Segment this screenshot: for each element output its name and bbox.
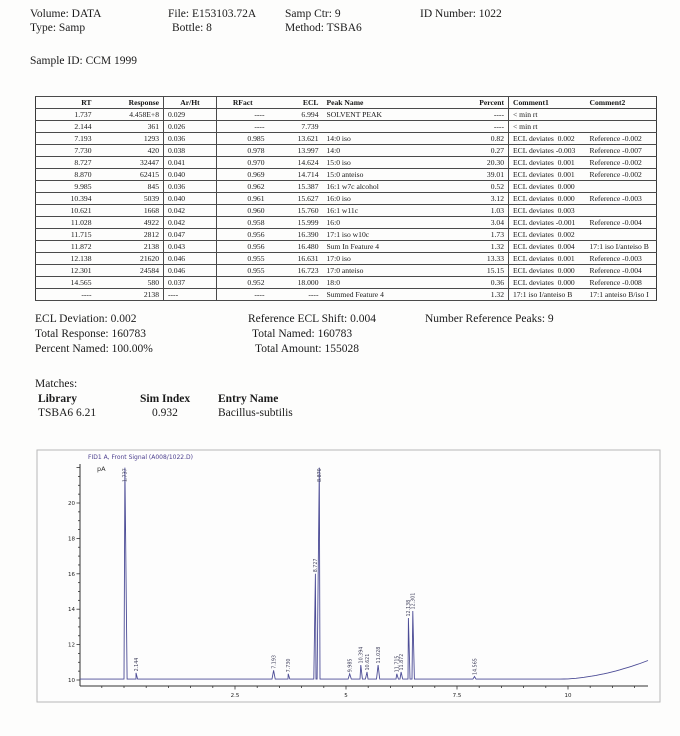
table-cell: 0.955 bbox=[217, 265, 269, 277]
y-axis-tick-label: 12 bbox=[68, 642, 75, 649]
table-header-cell: RFact bbox=[217, 97, 269, 109]
total-amount: Total Amount: 155028 bbox=[255, 343, 359, 355]
table-cell: ---- bbox=[164, 289, 217, 301]
table-cell: 0.036 bbox=[164, 181, 217, 193]
table-row bbox=[36, 109, 657, 121]
table-cell bbox=[586, 181, 657, 193]
reference-ecl-shift: Reference ECL Shift: 0.004 bbox=[248, 313, 376, 325]
table-header-row bbox=[36, 97, 657, 109]
table-cell: Reference -0.004 bbox=[586, 217, 657, 229]
peak-rt-label: 2.144 bbox=[134, 657, 140, 672]
chart-title: FID1 A, Front Signal (A008/1022.D) bbox=[88, 454, 193, 461]
table-cell: 1.32 bbox=[456, 289, 509, 301]
table-cell: Reference -0.002 bbox=[586, 157, 657, 169]
table-cell: 0.046 bbox=[164, 253, 217, 265]
table-cell: ---- bbox=[217, 289, 269, 301]
x-axis-tick-label: 10 bbox=[564, 693, 572, 699]
table-cell: 0.042 bbox=[164, 217, 217, 229]
table-cell: 15.15 bbox=[456, 265, 509, 277]
y-axis-tick-label: 18 bbox=[68, 536, 75, 543]
number-reference-peaks: Number Reference Peaks: 9 bbox=[425, 313, 554, 325]
table-cell: 1.73 bbox=[456, 229, 509, 241]
peak-rt-label: 1.737 bbox=[123, 468, 129, 482]
table-cell: 0.958 bbox=[217, 217, 269, 229]
table-cell: 14:0 bbox=[323, 145, 456, 157]
y-axis-tick-label: 10 bbox=[68, 678, 75, 684]
table-cell: 580 bbox=[96, 277, 164, 289]
table-cell: 0.038 bbox=[164, 145, 217, 157]
table-cell: 7.739 bbox=[269, 121, 323, 133]
table-header-cell: Percent bbox=[456, 97, 509, 109]
table-cell: 1.737 bbox=[36, 109, 96, 121]
y-axis-tick-label: 14 bbox=[68, 607, 75, 614]
table-row bbox=[36, 181, 657, 193]
table-cell: 16.480 bbox=[269, 241, 323, 253]
table-cell: 8.727 bbox=[36, 157, 96, 169]
table-cell: 16.631 bbox=[269, 253, 323, 265]
table-cell: 11.715 bbox=[36, 229, 96, 241]
table-cell: Sum In Feature 4 bbox=[323, 241, 456, 253]
table-cell: 17:1 iso I/anteiso B bbox=[586, 241, 657, 253]
match-sim-index: 0.932 bbox=[152, 407, 178, 419]
table-cell: 15.760 bbox=[269, 205, 323, 217]
table-header-cell: Peak Name bbox=[323, 97, 456, 109]
table-cell: 0.043 bbox=[164, 241, 217, 253]
table-cell: 12.138 bbox=[36, 253, 96, 265]
table-cell: 0.961 bbox=[217, 193, 269, 205]
table-cell: < min rt bbox=[509, 121, 586, 133]
table-cell: 361 bbox=[96, 121, 164, 133]
table-cell: 17:1 iso w10c bbox=[323, 229, 456, 241]
table-cell: 0.962 bbox=[217, 181, 269, 193]
table-cell: 0.969 bbox=[217, 169, 269, 181]
table-cell: ECL deviates 0.002 bbox=[509, 133, 586, 145]
header-volume: Volume: DATA bbox=[30, 8, 102, 20]
peak-rt-label: 10.394 bbox=[359, 646, 365, 664]
header-bottle: Bottle: 8 bbox=[172, 22, 212, 34]
table-cell: 18.000 bbox=[269, 277, 323, 289]
table-cell: ECL deviates -0.003 bbox=[509, 145, 586, 157]
table-cell: ECL deviates 0.003 bbox=[509, 205, 586, 217]
table-cell: ECL deviates 0.002 bbox=[509, 229, 586, 241]
table-row bbox=[36, 121, 657, 133]
table-cell: ECL deviates 0.000 bbox=[509, 265, 586, 277]
table-cell: ---- bbox=[269, 289, 323, 301]
header-id-number: ID Number: 1022 bbox=[420, 8, 502, 20]
table-cell: 14.624 bbox=[269, 157, 323, 169]
table-cell bbox=[586, 121, 657, 133]
table-row bbox=[36, 217, 657, 229]
header-method: Method: TSBA6 bbox=[285, 22, 362, 34]
table-cell: 17:1 iso I/anteiso B bbox=[509, 289, 586, 301]
percent-named: Percent Named: 100.00% bbox=[35, 343, 153, 355]
peak-rt-label: 12.138 bbox=[407, 599, 413, 617]
table-cell: 2812 bbox=[96, 229, 164, 241]
table-cell: 0.041 bbox=[164, 157, 217, 169]
table-cell: 2.144 bbox=[36, 121, 96, 133]
table-row bbox=[36, 157, 657, 169]
table-cell: 8.870 bbox=[36, 169, 96, 181]
table-row bbox=[36, 289, 657, 301]
table-cell: ECL deviates -0.001 bbox=[509, 217, 586, 229]
table-cell: SOLVENT PEAK bbox=[323, 109, 456, 121]
table-cell: 20.30 bbox=[456, 157, 509, 169]
table-cell: 16:1 w11c bbox=[323, 205, 456, 217]
table-cell: 18:0 bbox=[323, 277, 456, 289]
table-cell: 0.029 bbox=[164, 109, 217, 121]
table-row bbox=[36, 265, 657, 277]
table-cell: 1.32 bbox=[456, 241, 509, 253]
table-cell: ---- bbox=[456, 121, 509, 133]
table-cell: 12.301 bbox=[36, 265, 96, 277]
table-cell: 10.394 bbox=[36, 193, 96, 205]
table-cell: ---- bbox=[456, 109, 509, 121]
table-cell: 13.997 bbox=[269, 145, 323, 157]
y-axis-unit-label: pA bbox=[97, 465, 106, 473]
matches-heading: Matches: bbox=[35, 378, 78, 390]
table-cell: Reference -0.008 bbox=[586, 277, 657, 289]
table-cell: 13.33 bbox=[456, 253, 509, 265]
ecl-deviation: ECL Deviation: 0.002 bbox=[35, 313, 137, 325]
table-cell: 39.01 bbox=[456, 169, 509, 181]
table-cell: 0.955 bbox=[217, 253, 269, 265]
table-cell: 0.36 bbox=[456, 277, 509, 289]
table-cell: 2138 bbox=[96, 241, 164, 253]
table-header-cell: ECL bbox=[269, 97, 323, 109]
table-cell: 14.565 bbox=[36, 277, 96, 289]
table-cell: Reference -0.004 bbox=[586, 265, 657, 277]
table-cell: Summed Feature 4 bbox=[323, 289, 456, 301]
table-row bbox=[36, 229, 657, 241]
peak-table-head bbox=[36, 97, 657, 109]
table-cell: 1.03 bbox=[456, 205, 509, 217]
table-cell: 16:0 bbox=[323, 217, 456, 229]
table-cell bbox=[586, 109, 657, 121]
table-cell: 4922 bbox=[96, 217, 164, 229]
table-cell: ECL deviates 0.000 bbox=[509, 181, 586, 193]
table-cell: 15.627 bbox=[269, 193, 323, 205]
table-cell: 17:0 anteiso bbox=[323, 265, 456, 277]
table-cell: 3.04 bbox=[456, 217, 509, 229]
table-cell: 0.036 bbox=[164, 133, 217, 145]
table-row bbox=[36, 193, 657, 205]
table-header-cell: Ar/Ht bbox=[164, 97, 217, 109]
y-axis-tick-label: 20 bbox=[68, 501, 75, 507]
peak-rt-label: 11.028 bbox=[376, 646, 382, 664]
table-cell: 0.970 bbox=[217, 157, 269, 169]
table-cell: Reference -0.003 bbox=[586, 253, 657, 265]
table-cell: ---- bbox=[217, 121, 269, 133]
table-cell: 0.82 bbox=[456, 133, 509, 145]
table-cell: ECL deviates 0.000 bbox=[509, 277, 586, 289]
table-cell: 2138 bbox=[96, 289, 164, 301]
table-cell: 16.390 bbox=[269, 229, 323, 241]
table-cell: 15:0 iso bbox=[323, 157, 456, 169]
table-header-cell: Comment1 bbox=[509, 97, 586, 109]
table-cell: 0.27 bbox=[456, 145, 509, 157]
table-cell bbox=[323, 121, 456, 133]
table-row bbox=[36, 169, 657, 181]
match-entry-name: Bacillus-subtilis bbox=[218, 407, 293, 419]
table-cell: Reference -0.002 bbox=[586, 133, 657, 145]
table-cell: 17:1 anteiso B/iso I bbox=[586, 289, 657, 301]
peak-rt-label: 14.565 bbox=[473, 658, 479, 675]
table-row bbox=[36, 145, 657, 157]
table-cell bbox=[586, 229, 657, 241]
peak-table bbox=[35, 96, 657, 301]
x-axis-tick-label: 2.5 bbox=[230, 693, 240, 699]
table-cell: 0.952 bbox=[217, 277, 269, 289]
table-cell: 11.028 bbox=[36, 217, 96, 229]
table-cell: 6.994 bbox=[269, 109, 323, 121]
table-cell: 17:0 iso bbox=[323, 253, 456, 265]
table-cell: 9.985 bbox=[36, 181, 96, 193]
table-cell: ECL deviates 0.004 bbox=[509, 241, 586, 253]
table-cell: 0.956 bbox=[217, 229, 269, 241]
sample-id: Sample ID: CCM 1999 bbox=[30, 55, 138, 67]
peak-rt-label: 11.715 bbox=[395, 655, 401, 673]
peak-rt-label: 11.872 bbox=[399, 653, 405, 671]
x-axis-tick-label: 7.5 bbox=[452, 693, 462, 699]
peak-rt-label: 12.301 bbox=[411, 592, 417, 610]
table-row bbox=[36, 253, 657, 265]
table-cell: 13.621 bbox=[269, 133, 323, 145]
table-row bbox=[36, 205, 657, 217]
total-response: Total Response: 160783 bbox=[35, 328, 146, 340]
table-cell: 62415 bbox=[96, 169, 164, 181]
table-cell: ---- bbox=[217, 109, 269, 121]
matches-col-library: Library bbox=[38, 393, 77, 405]
table-cell: 14.714 bbox=[269, 169, 323, 181]
peak-rt-label: 8.870 bbox=[318, 468, 324, 482]
table-cell: ECL deviates 0.001 bbox=[509, 253, 586, 265]
header-file: File: E153103.72A bbox=[168, 8, 257, 20]
table-cell: 420 bbox=[96, 145, 164, 157]
y-axis-tick-label: 16 bbox=[68, 571, 75, 578]
header-type: Type: Samp bbox=[30, 22, 86, 34]
table-cell: 16:0 iso bbox=[323, 193, 456, 205]
peak-rt-label: 8.727 bbox=[314, 558, 320, 573]
table-cell: 0.026 bbox=[164, 121, 217, 133]
table-cell: 0.046 bbox=[164, 265, 217, 277]
table-cell: 0.960 bbox=[217, 205, 269, 217]
table-cell: 0.040 bbox=[164, 193, 217, 205]
table-cell: 0.040 bbox=[164, 169, 217, 181]
table-cell: 14:0 iso bbox=[323, 133, 456, 145]
peak-rt-label: 9.985 bbox=[348, 658, 354, 673]
table-cell: ECL deviates 0.000 bbox=[509, 193, 586, 205]
matches-col-entry-name: Entry Name bbox=[218, 393, 279, 405]
match-library: TSBA6 6.21 bbox=[38, 407, 97, 419]
table-cell: 0.956 bbox=[217, 241, 269, 253]
header-samp-ctr: Samp Ctr: 9 bbox=[285, 8, 341, 20]
table-cell: < min rt bbox=[509, 109, 586, 121]
table-cell: ECL deviates 0.001 bbox=[509, 169, 586, 181]
table-cell: 16:1 w7c alcohol bbox=[323, 181, 456, 193]
table-cell: 845 bbox=[96, 181, 164, 193]
table-cell: 0.042 bbox=[164, 205, 217, 217]
chromatogram-chart bbox=[0, 444, 680, 714]
peak-table-body bbox=[36, 109, 657, 301]
x-axis-tick-label: 5 bbox=[344, 693, 348, 699]
table-cell: 15.999 bbox=[269, 217, 323, 229]
peak-rt-label: 7.193 bbox=[272, 655, 278, 669]
table-cell: 0.985 bbox=[217, 133, 269, 145]
table-cell: ECL deviates 0.001 bbox=[509, 157, 586, 169]
table-cell: 7.730 bbox=[36, 145, 96, 157]
table-cell: 0.047 bbox=[164, 229, 217, 241]
table-cell: Reference -0.007 bbox=[586, 145, 657, 157]
table-cell: 0.978 bbox=[217, 145, 269, 157]
table-header-cell: Comment2 bbox=[586, 97, 657, 109]
total-named: Total Named: 160783 bbox=[252, 328, 353, 340]
table-cell: ---- bbox=[36, 289, 96, 301]
table-cell: 10.621 bbox=[36, 205, 96, 217]
table-cell: 15.387 bbox=[269, 181, 323, 193]
table-cell: 1293 bbox=[96, 133, 164, 145]
table-cell: 24584 bbox=[96, 265, 164, 277]
table-header-cell: RT bbox=[36, 97, 96, 109]
table-cell: 4.458E+8 bbox=[96, 109, 164, 121]
table-row bbox=[36, 241, 657, 253]
table-cell: 7.193 bbox=[36, 133, 96, 145]
table-cell: 1668 bbox=[96, 205, 164, 217]
table-cell: 16.723 bbox=[269, 265, 323, 277]
matches-col-sim-index: Sim Index bbox=[140, 393, 191, 405]
table-header-cell: Response bbox=[96, 97, 164, 109]
table-row bbox=[36, 277, 657, 289]
table-row bbox=[36, 133, 657, 145]
table-cell: Reference -0.003 bbox=[586, 193, 657, 205]
peak-rt-label: 7.730 bbox=[287, 658, 293, 673]
table-cell: Reference -0.002 bbox=[586, 169, 657, 181]
table-cell: 15:0 anteiso bbox=[323, 169, 456, 181]
table-cell: 21620 bbox=[96, 253, 164, 265]
peak-rt-label: 10.621 bbox=[365, 653, 371, 671]
table-cell: 32447 bbox=[96, 157, 164, 169]
table-cell: 3.12 bbox=[456, 193, 509, 205]
table-cell: 0.037 bbox=[164, 277, 217, 289]
table-cell: 5039 bbox=[96, 193, 164, 205]
table-cell bbox=[586, 205, 657, 217]
table-cell: 11.872 bbox=[36, 241, 96, 253]
table-cell: 0.52 bbox=[456, 181, 509, 193]
